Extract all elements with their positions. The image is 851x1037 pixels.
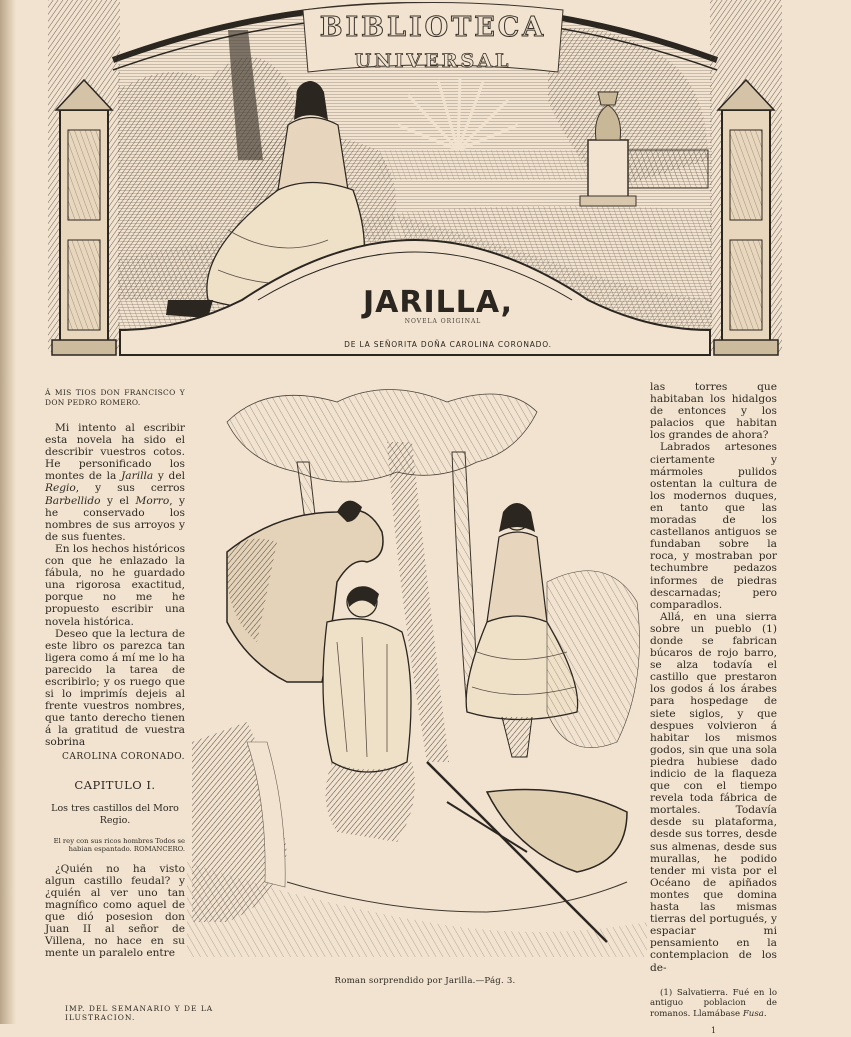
artesones-paragraph: Labrados artesones ciertamente y mármoles pulidos ostentan la cultura de los modernos duques, en tanto que las moradas de los castellanos antiguos se fundaban sobre la roca, y mostraban por techumbre pedazos informes de piedras descarnadas; pero comparadlos. bbox=[650, 441, 777, 611]
chapter-heading: CAPITULO I. bbox=[74, 777, 156, 792]
epigraph: El rey con sus ricos hombres Todos se habian espantado. ROMANCERO. bbox=[53, 836, 185, 853]
left-text-column bbox=[45, 388, 185, 959]
wish-paragraph: Deseo que la lectura de este libro os parezca tan ligera como á mí me lo ha parecido la tarea de escribirlo; y os ruego que si lo imprimís dejeis al frente vuestros nombres, que tanto derecho tienen á la gratitud de vuestra sobrina bbox=[45, 627, 185, 749]
central-engraving bbox=[187, 382, 647, 957]
roman-jarilla-illustration bbox=[187, 382, 647, 957]
masthead-title: BIBLIOTECA bbox=[319, 12, 547, 43]
masthead-engraving bbox=[48, 0, 782, 365]
novel-author: DE LA SEÑORITA DOÑA CAROLINA CORONADO. bbox=[344, 340, 552, 349]
right-text-column bbox=[650, 381, 777, 1037]
chapter-subtitle: Los tres castillos del Moro Regio. bbox=[51, 802, 179, 826]
footnote: (1) Salvatierra. Fué en lo antiguo poblacion de romanos. Llamábase Fusa. bbox=[650, 987, 777, 1019]
historical-paragraph: En los hechos históricos con que he enlazado la fábula, no he guardado una rigorosa exactitud, porque no me he propuesto escribir una novela histórica. bbox=[45, 542, 186, 628]
sierra-paragraph: Allá, en una sierra sobre un pueblo (1) donde se fabrican búcaros de rojo barro, se alza todavía el castillo que prestaron los godos á los árabes para hospedage de siete siglos, y que despues volvieron á habitar los mismos godos, sin que una sola piedra hubiese dado indicio de la flaqueza que con el tiempo revela toda fábrica de mortales. Todavía desde su plataforma, desde sus torres, desde sus almenas, desde sus murallas, he podido tender mi vista por el Océano de apiñados montes que domina hasta las mismas tierras del portugués, y espaciar mi pensamiento en la contemplacion de los de- bbox=[650, 610, 777, 974]
opening-paragraph: ¿Quién no ha visto algun castillo feudal? y ¿quién al ver uno tan magnífico como aquel de que dió posesion don Juan II al señor de Villena, no hace en su mente un paralelo entre bbox=[45, 862, 185, 960]
illustration-caption: Roman sorprendido por Jarilla.—Pág. 3. bbox=[334, 976, 516, 986]
page-number: 1 bbox=[710, 1026, 717, 1036]
novel-kind: NOVELA ORIGINAL bbox=[404, 318, 482, 325]
intro-paragraph: Mi intento al escribir esta novela ha sido el describir vuestros cotos. He personificado los montes de la Jarilla y del Regio, y sus cerros Barbellido y el Morro, y he conservado los nombres de sus arroyos y de sus fuentes. bbox=[45, 422, 185, 543]
masthead-subtitle: UNIVERSAL bbox=[354, 50, 512, 72]
page-edge-shadow bbox=[0, 0, 16, 1024]
continued-paragraph: las torres que habitaban los hidalgos de entonces y los palacios que habitan los grandes de ahora? bbox=[650, 381, 777, 442]
printer-imprint: IMP. DEL SEMANARIO Y DE LA ILUSTRACION. bbox=[65, 1004, 214, 1022]
novel-title: JARILLA, bbox=[362, 285, 514, 320]
dedication: Á MIS TIOS DON FRANCISCO Y DON PEDRO ROMERO. bbox=[45, 388, 185, 407]
signature: CAROLINA CORONADO. bbox=[61, 751, 185, 762]
